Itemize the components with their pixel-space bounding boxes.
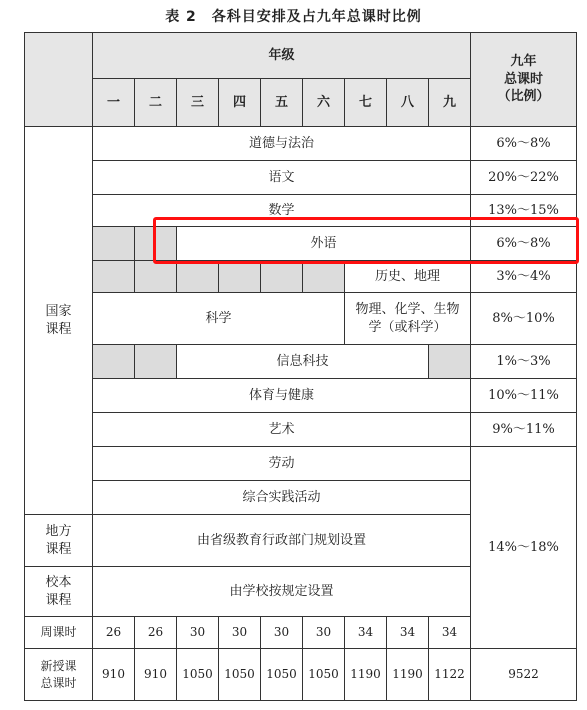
category-school: 校本 课程 — [25, 567, 93, 617]
grade-2: 二 — [135, 79, 177, 127]
weekly-grade-1: 26 — [93, 617, 135, 649]
empty-cell — [429, 345, 471, 379]
empty-cell — [219, 261, 261, 293]
weekly-grade-4: 30 — [219, 617, 261, 649]
category-local: 地方 课程 — [25, 515, 93, 567]
grade-header: 年级 — [93, 33, 471, 79]
subject-pe-health: 体育与健康 — [93, 379, 471, 413]
grade-7: 七 — [345, 79, 387, 127]
subject-information-technology: 信息科技 — [177, 345, 429, 379]
local-curriculum-setting: 由省级教育行政部门规划设置 — [93, 515, 471, 567]
corner-cell — [25, 33, 93, 127]
grade-5: 五 — [261, 79, 303, 127]
total-grade-1: 910 — [93, 649, 135, 701]
subject-morality: 道德与法治 — [93, 127, 471, 161]
ratio-morality: 6%～8% — [471, 127, 577, 161]
ratio-pe-health: 10%～11% — [471, 379, 577, 413]
weekly-hours-label: 周课时 — [25, 617, 93, 649]
weekly-grade-5: 30 — [261, 617, 303, 649]
weekly-grade-7: 34 — [345, 617, 387, 649]
empty-grade-1 — [93, 227, 135, 261]
total-grade-2: 910 — [135, 649, 177, 701]
school-curriculum-setting: 由学校按规定设置 — [93, 567, 471, 617]
total-nine-year: 9522 — [471, 649, 577, 701]
subject-chinese: 语文 — [93, 161, 471, 195]
subject-foreign-language: 外语 — [177, 227, 471, 261]
empty-cell — [135, 261, 177, 293]
subject-physics-chem-bio: 物理、化学、生物 学（或科学） — [345, 293, 471, 345]
ratio-foreign-language: 6%～8% — [471, 227, 577, 261]
total-grade-9: 1122 — [429, 649, 471, 701]
grade-8: 八 — [387, 79, 429, 127]
ratio-art: 9%～11% — [471, 413, 577, 447]
empty-cell — [177, 261, 219, 293]
total-grade-7: 1190 — [345, 649, 387, 701]
total-grade-5: 1050 — [261, 649, 303, 701]
total-grade-6: 1050 — [303, 649, 345, 701]
weekly-grade-3: 30 — [177, 617, 219, 649]
weekly-grade-8: 34 — [387, 617, 429, 649]
total-grade-3: 1050 — [177, 649, 219, 701]
category-national: 国家 课程 — [25, 127, 93, 515]
total-header: 九年 总课时 （比例） — [471, 33, 577, 127]
grade-4: 四 — [219, 79, 261, 127]
subject-art: 艺术 — [93, 413, 471, 447]
total-grade-8: 1190 — [387, 649, 429, 701]
table-title: 表 2 各科目安排及占九年总课时比例 — [165, 9, 422, 25]
empty-cell — [303, 261, 345, 293]
weekly-grade-6: 30 — [303, 617, 345, 649]
ratio-science: 8%～10% — [471, 293, 577, 345]
curriculum-table — [24, 32, 577, 701]
total-grade-4: 1050 — [219, 649, 261, 701]
subject-science: 科学 — [93, 293, 345, 345]
ratio-information-technology: 1%～3% — [471, 345, 577, 379]
empty-cell — [261, 261, 303, 293]
grade-9: 九 — [429, 79, 471, 127]
grade-6: 六 — [303, 79, 345, 127]
new-total-hours-label: 新授课 总课时 — [25, 649, 93, 701]
ratio-shared: 14%～18% — [471, 447, 577, 649]
subject-practice-activities: 综合实践活动 — [93, 481, 471, 515]
ratio-math: 13%～15% — [471, 195, 577, 227]
weekly-grade-2: 26 — [135, 617, 177, 649]
subject-history-geography: 历史、地理 — [345, 261, 471, 293]
grade-3: 三 — [177, 79, 219, 127]
ratio-history-geography: 3%～4% — [471, 261, 577, 293]
weekly-grade-9: 34 — [429, 617, 471, 649]
foreign-language-highlight-box — [153, 217, 579, 264]
subject-labor: 劳动 — [93, 447, 471, 481]
empty-cell — [93, 345, 135, 379]
empty-cell — [93, 261, 135, 293]
empty-cell — [135, 345, 177, 379]
grade-1: 一 — [93, 79, 135, 127]
ratio-chinese: 20%～22% — [471, 161, 577, 195]
subject-math: 数学 — [93, 195, 471, 227]
